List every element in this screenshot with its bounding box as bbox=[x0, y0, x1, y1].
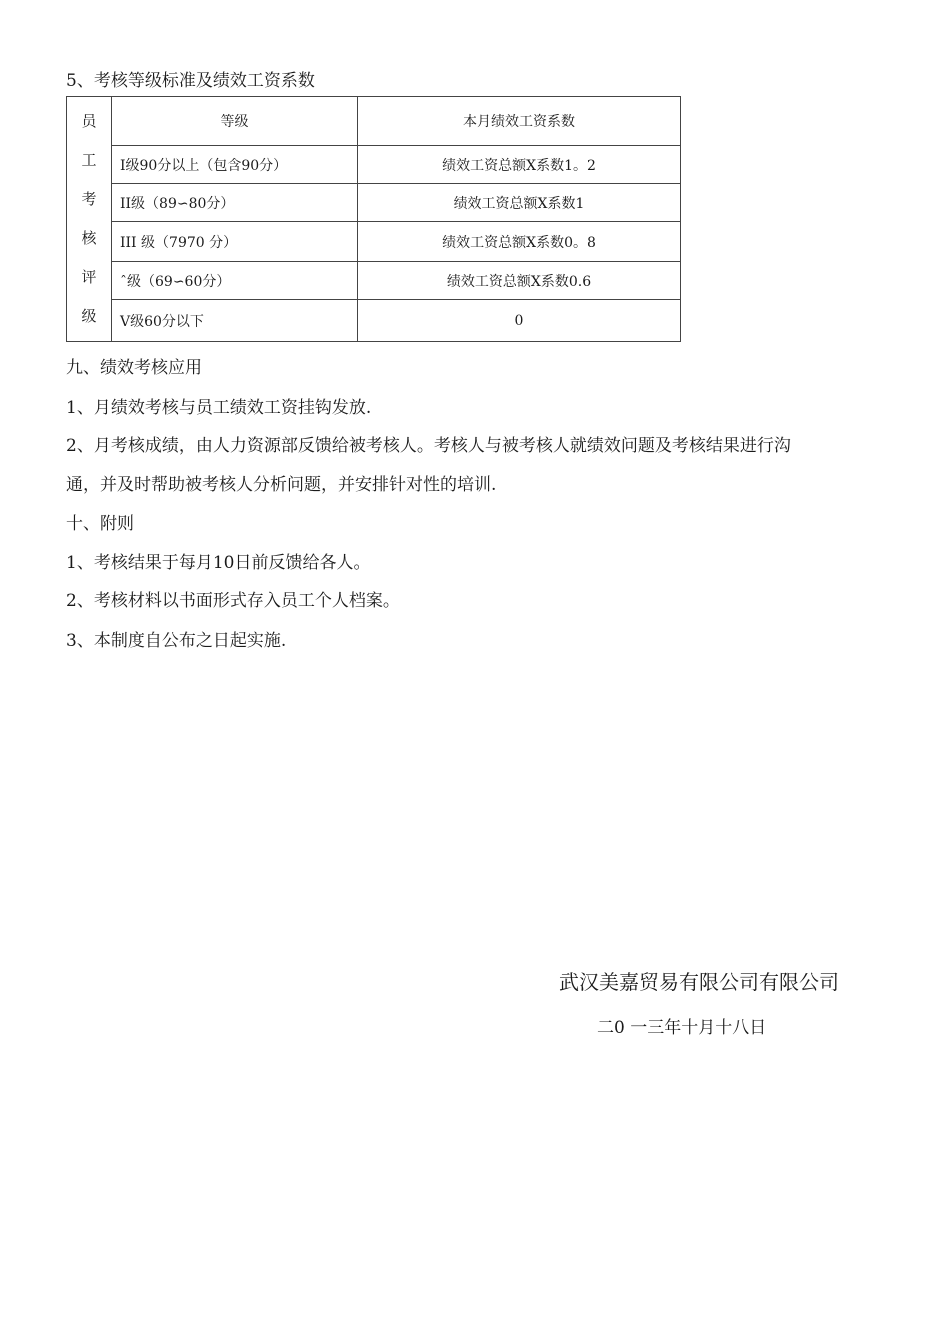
grade-cell: III 级（7970 分） bbox=[112, 222, 358, 262]
chapter10-item1: 1、考核结果于每月10日前反馈给各人。 bbox=[66, 553, 371, 573]
side-label-cell bbox=[67, 97, 112, 342]
chapter9-item1: 1、月绩效考核与员工绩效工资挂钩发放. bbox=[66, 398, 372, 418]
grade-coefficient-table bbox=[66, 96, 681, 342]
coefficient-cell: 绩效工资总额X系数1 bbox=[358, 184, 681, 222]
chapter9-item2-line2: 通，并及时帮助被考核人分析问题，并安排针对性的培训. bbox=[66, 475, 497, 495]
grade-cell: V级60分以下 bbox=[112, 300, 358, 342]
side-label-char: 员 bbox=[81, 112, 97, 130]
table-header-row bbox=[67, 97, 681, 146]
side-label-char: 工 bbox=[81, 151, 97, 169]
section-heading: 5、考核等级标准及绩效工资系数 bbox=[66, 71, 315, 91]
table-row bbox=[67, 146, 681, 184]
grade-cell: I级90分以上（包含90分） bbox=[112, 146, 358, 184]
chapter9-item2-line1: 2、月考核成绩，由人力资源部反馈给被考核人。考核人与被考核人就绩效问题及考核结果进行沟 bbox=[66, 436, 791, 456]
table-row bbox=[67, 300, 681, 342]
side-label-char: 核 bbox=[81, 229, 97, 247]
table-row bbox=[67, 262, 681, 300]
signature-date: 二0 一三年十月十八日 bbox=[597, 1018, 767, 1038]
signature-company: 武汉美嘉贸易有限公司有限公司 bbox=[559, 970, 839, 994]
chapter9-title: 九、绩效考核应用 bbox=[66, 358, 202, 378]
chapter10-item3: 3、本制度自公布之日起实施. bbox=[66, 631, 287, 651]
coefficient-cell: 绩效工资总额X系数0.6 bbox=[358, 262, 681, 300]
table-row bbox=[67, 184, 681, 222]
side-label-char: 评 bbox=[81, 268, 97, 286]
side-label-char: 级 bbox=[81, 307, 97, 325]
header-grade: 等级 bbox=[112, 97, 358, 146]
coefficient-cell: 绩效工资总额X系数1。2 bbox=[358, 146, 681, 184]
chapter10-title: 十、附则 bbox=[66, 514, 134, 534]
header-coefficient: 本月绩效工资系数 bbox=[358, 97, 681, 146]
chapter10-item2: 2、考核材料以书面形式存入员工个人档案。 bbox=[66, 591, 400, 611]
table-row bbox=[67, 222, 681, 262]
grade-cell: ˆ级（69∽60分） bbox=[112, 262, 358, 300]
coefficient-cell: 绩效工资总额X系数0。8 bbox=[358, 222, 681, 262]
side-label-char: 考 bbox=[81, 190, 97, 208]
coefficient-cell: 0 bbox=[358, 300, 681, 342]
grade-cell: II级（89∽80分） bbox=[112, 184, 358, 222]
